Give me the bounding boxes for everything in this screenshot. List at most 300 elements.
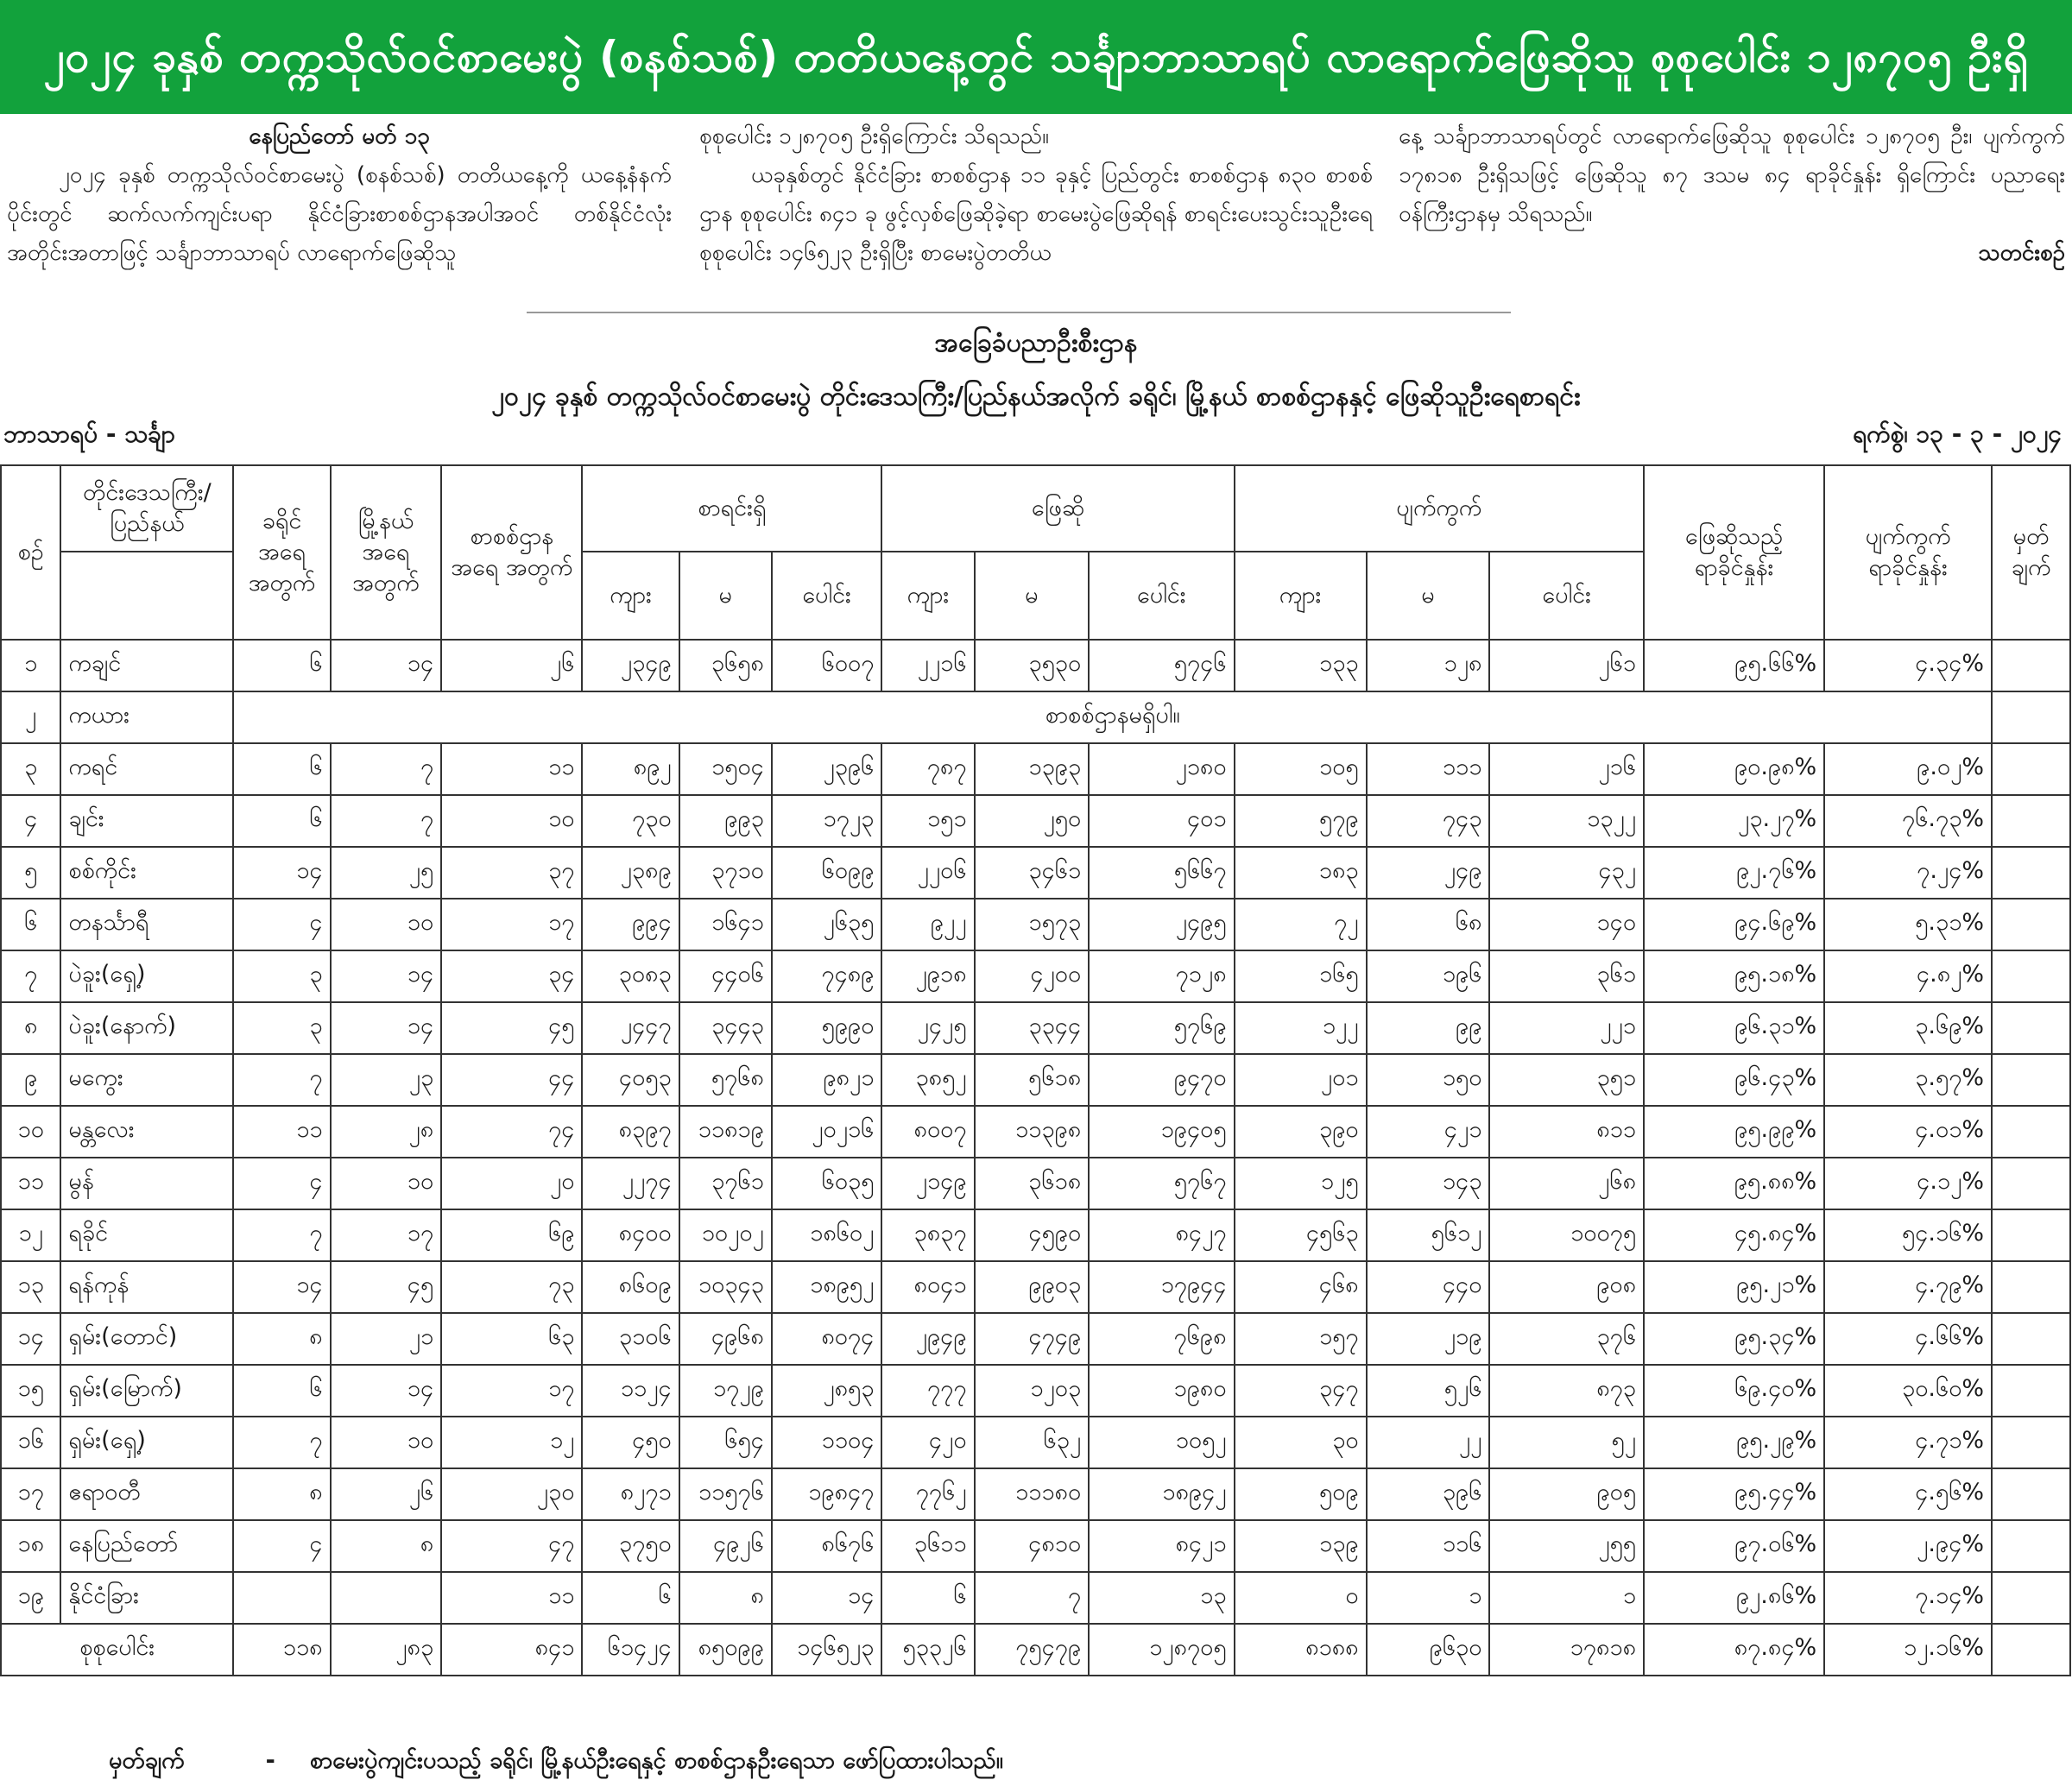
cell-af: ၁၉၆	[1367, 950, 1490, 1002]
cell-at: ၂၁၆	[1489, 743, 1644, 795]
cell-centre: ၄၇	[441, 1520, 582, 1572]
row-remark	[1992, 1313, 2070, 1365]
cell-district: ၇	[233, 1209, 330, 1261]
cell-sf: ၁၁၃၉၈	[975, 1106, 1090, 1158]
cell-township: ၁၄	[331, 950, 442, 1002]
total-label: စုစုပေါင်း	[1, 1624, 233, 1676]
cell-centre: ၁၀	[441, 795, 582, 847]
cell-ap: ၅၄.၁၆%	[1824, 1209, 1992, 1261]
article-column-2	[699, 117, 1373, 273]
cell-district: ၆	[233, 743, 330, 795]
cell-af: ၆၈	[1367, 899, 1490, 950]
cell-district: ၃	[233, 1002, 330, 1054]
cell-sf: ၉၉၀၃	[975, 1261, 1090, 1313]
cell-rt: ၁၈၆၀၂	[772, 1209, 882, 1261]
cell-sp: ၉၂.၇၆%	[1644, 847, 1824, 899]
cell-at: ၁၃၂၂	[1489, 795, 1644, 847]
cell-sf: ၃၆၁၈	[975, 1158, 1090, 1209]
cell-af: ၄၄၀	[1367, 1261, 1490, 1313]
row-remark	[1992, 640, 2070, 691]
cell-sp: ၉၇.၀၆%	[1644, 1520, 1824, 1572]
cell-sp: ၉၅.၃၄%	[1644, 1313, 1824, 1365]
cell-district: ၆	[233, 640, 330, 691]
cell-sp: ၉၄.၆၉%	[1644, 899, 1824, 950]
cell-at: ၂၂၁	[1489, 1002, 1644, 1054]
cell-centre: ၂၀	[441, 1158, 582, 1209]
total-sp: ၈၇.၈၄%	[1644, 1624, 1824, 1676]
total-at: ၁၇၈၁၈	[1489, 1624, 1644, 1676]
row-region: မွန်	[60, 1158, 233, 1209]
cell-at: ၃၇၆	[1489, 1313, 1644, 1365]
row-region: ပဲခူး(နောက်)	[60, 1002, 233, 1054]
cell-rf: ၅၇၆၈	[679, 1054, 772, 1106]
cell-rt: ၂၃၉၆	[772, 743, 882, 795]
cell-af: ၄၂၁	[1367, 1106, 1490, 1158]
cell-centre: ၃၇	[441, 847, 582, 899]
cell-township: ၁၄	[331, 1002, 442, 1054]
row-no: ၂	[1, 691, 60, 743]
cell-rm: ၃၇၅၀	[582, 1520, 679, 1572]
row-no: ၅	[1, 847, 60, 899]
cell-rm: ၄၀၅၃	[582, 1054, 679, 1106]
cell-ap: ၄.၇၉%	[1824, 1261, 1992, 1313]
cell-centre: ၆၉	[441, 1209, 582, 1261]
header-region: တိုင်းဒေသကြီး/ ပြည်နယ်	[60, 465, 233, 552]
cell-at: ၂၅၅	[1489, 1520, 1644, 1572]
row-message: စာစစ်ဌာနမရှိပါ။	[233, 691, 1992, 743]
total-district: ၁၁၈	[233, 1624, 330, 1676]
cell-sm: ၇၈၇	[881, 743, 974, 795]
dateline: နေပြည်တော် မတ် ၁၃	[249, 123, 430, 149]
row-no: ၆	[1, 899, 60, 950]
table-row	[1, 743, 2070, 795]
cell-township: ၁၀	[331, 1417, 442, 1468]
cell-st: ၂၁၈၀	[1089, 743, 1234, 795]
cell-sm: ၄၂၀	[881, 1417, 974, 1468]
cell-rm: ၈၃၉၇	[582, 1106, 679, 1158]
cell-am: ၁၂၅	[1235, 1158, 1367, 1209]
cell-sp: ၉၅.၂၉%	[1644, 1417, 1824, 1468]
row-region: ဧရာဝတီ	[60, 1468, 233, 1520]
cell-am: ၃၄၇	[1235, 1365, 1367, 1417]
cell-district: ၄	[233, 899, 330, 950]
cell-sm: ၆	[881, 1572, 974, 1624]
header-female: မ	[679, 552, 772, 640]
cell-st: ၈၄၂၁	[1089, 1520, 1234, 1572]
cell-centre: ၁၇	[441, 1365, 582, 1417]
cell-am: ၄၆၈	[1235, 1261, 1367, 1313]
cell-sp: ၉၀.၉၈%	[1644, 743, 1824, 795]
table-row	[1, 950, 2070, 1002]
cell-rf: ၁၀၃၄၃	[679, 1261, 772, 1313]
row-remark	[1992, 1572, 2070, 1624]
total-township: ၂၈၃	[331, 1624, 442, 1676]
cell-district: ၁၄	[233, 1261, 330, 1313]
row-region: နိုင်ငံခြား	[60, 1572, 233, 1624]
total-st: ၁၂၈၇၀၅	[1089, 1624, 1234, 1676]
row-no: ၈	[1, 1002, 60, 1054]
cell-st: ၉၄၇၀	[1089, 1054, 1234, 1106]
cell-sp: ၆၉.၄၀%	[1644, 1365, 1824, 1417]
results-table	[0, 464, 2071, 1676]
cell-district	[233, 1572, 330, 1624]
row-region: ရခိုင်	[60, 1209, 233, 1261]
cell-sm: ၇၇၆၂	[881, 1468, 974, 1520]
cell-rf: ၉၉၃	[679, 795, 772, 847]
table-body	[1, 640, 2070, 1676]
cell-rf: ၄၄၀၆	[679, 950, 772, 1002]
table-title: ၂၀၂၄ ခုနှစ် တက္ကသိုလ်ဝင်စာမေးပွဲ တိုင်းဒေသကြီး/ပြည်နယ်အလိုက် ခရိုင်၊ မြို့နယ် စာစစ်ဌာနနှင့် ဖြေဆိုသူဦးရေစာရင်း	[491, 382, 1581, 412]
header-female: မ	[975, 552, 1090, 640]
cell-ap: ၅.၃၁%	[1824, 899, 1992, 950]
cell-ap: ၇၆.၇၃%	[1824, 795, 1992, 847]
header-male: ကျား	[1235, 552, 1367, 640]
cell-at: ၁၄၀	[1489, 899, 1644, 950]
cell-district: ၈	[233, 1468, 330, 1520]
cell-sm: ၈၀၀၇	[881, 1106, 974, 1158]
cell-am: ၅၇၉	[1235, 795, 1367, 847]
cell-rt: ၆၀၀၇	[772, 640, 882, 691]
row-no: ၁၈	[1, 1520, 60, 1572]
article-paragraph: စုစုပေါင်း ၁၂၈၇၀၅ ဦးရှိကြောင်း သိရသည်။	[699, 123, 1049, 149]
table-row	[1, 640, 2070, 691]
cell-centre: ၁၁	[441, 1572, 582, 1624]
cell-township	[331, 1572, 442, 1624]
cell-rt: ၈၀၇၄	[772, 1313, 882, 1365]
row-remark	[1992, 899, 2070, 950]
cell-township: ၂၅	[331, 847, 442, 899]
row-region: ချင်း	[60, 795, 233, 847]
row-remark	[1992, 950, 2070, 1002]
cell-sf: ၁၂၀၃	[975, 1365, 1090, 1417]
cell-township: ၈	[331, 1520, 442, 1572]
cell-sm: ၁၅၁	[881, 795, 974, 847]
row-region: ရှမ်း(မြောက်)	[60, 1365, 233, 1417]
cell-rf: ၈	[679, 1572, 772, 1624]
cell-rm: ၃၀၈၃	[582, 950, 679, 1002]
cell-rf: ၃၇၆၁	[679, 1158, 772, 1209]
cell-am: ၁၈၃	[1235, 847, 1367, 899]
cell-sf: ၁၅၇၃	[975, 899, 1090, 950]
cell-ap: ၄.၁၂%	[1824, 1158, 1992, 1209]
cell-rm: ၂၃၄၉	[582, 640, 679, 691]
cell-af: ၁၁၆	[1367, 1520, 1490, 1572]
row-no: ၁၁	[1, 1158, 60, 1209]
cell-af: ၁၂၈	[1367, 640, 1490, 691]
headline-banner: ၂၀၂၄ ခုနှစ် တက္ကသိုလ်ဝင်စာမေးပွဲ (စနစ်သစ်) တတိယနေ့တွင် သင်္ချာဘာသာရပ် လာရောက်ဖြေဆိုသူ စုစုပေါင်း ၁၂၈၇၀၅ ဦးရှိ	[0, 0, 2072, 114]
header-remark: မှတ် ချက်	[1992, 465, 2070, 640]
note-dash: -	[265, 1747, 275, 1774]
table-row	[1, 795, 2070, 847]
table-row	[1, 1365, 2070, 1417]
cell-af: ၂၄၉	[1367, 847, 1490, 899]
cell-sm: ၂၂၁၆	[881, 640, 974, 691]
cell-district: ၄	[233, 1520, 330, 1572]
cell-sf: ၅၆၁၈	[975, 1054, 1090, 1106]
cell-af: ၉၉	[1367, 1002, 1490, 1054]
header-sat: ဖြေဆို	[881, 465, 1234, 552]
cell-st: ၁၉၈၀	[1089, 1365, 1234, 1417]
cell-centre: ၂၃၀	[441, 1468, 582, 1520]
table-row	[1, 1002, 2070, 1054]
cell-sm: ၂၉၁၈	[881, 950, 974, 1002]
article-paragraph: နေ့ သင်္ချာဘာသာရပ်တွင် လာရောက်ဖြေဆိုသူ စုစုပေါင်း ၁၂၈၇၀၅ ဦး၊ ပျက်ကွက် ၁၇၈၁၈ ဦးရှိသဖြင့် ဖြေဆိုသူ ၈၇ ဒသမ ၈၄ ရာခိုင်နှုန်း ရှိကြောင်း ပညာရေးဝန်ကြီးဌာနမှ သိရသည်။	[1399, 123, 2065, 227]
header-absent-pct: ပျက်ကွက် ရာခိုင်နှုန်း	[1824, 465, 1992, 640]
author: သတင်းစဉ်	[1978, 240, 2065, 266]
cell-centre: ၄၅	[441, 1002, 582, 1054]
cell-at: ၃၆၁	[1489, 950, 1644, 1002]
cell-af: ၂၂	[1367, 1417, 1490, 1468]
total-sm: ၅၃၃၂၆	[881, 1624, 974, 1676]
row-no: ၁၉	[1, 1572, 60, 1624]
row-region: ကချင်	[60, 640, 233, 691]
cell-am: ၁၂၂	[1235, 1002, 1367, 1054]
cell-af: ၁၄၃	[1367, 1158, 1490, 1209]
cell-rt: ၂၈၅၃	[772, 1365, 882, 1417]
header-sat-pct: ဖြေဆိုသည့် ရာခိုင်နှုန်း	[1644, 465, 1824, 640]
cell-sm: ၈၀၄၁	[881, 1261, 974, 1313]
cell-am: ၁၆၅	[1235, 950, 1367, 1002]
table-row	[1, 691, 2070, 743]
cell-ap: ၃.၅၇%	[1824, 1054, 1992, 1106]
total-rm: ၆၁၄၂၄	[582, 1624, 679, 1676]
cell-sf: ၁၁၁၈၀	[975, 1468, 1090, 1520]
cell-rm: ၂၃၈၉	[582, 847, 679, 899]
cell-af: ၇၄၃	[1367, 795, 1490, 847]
row-remark	[1992, 847, 2070, 899]
cell-at: ၂၆၁	[1489, 640, 1644, 691]
row-region: မကွေး	[60, 1054, 233, 1106]
cell-ap: ၇.၂၄%	[1824, 847, 1992, 899]
header-total: ပေါင်း	[1089, 552, 1234, 640]
cell-sf: ၃၃၄၄	[975, 1002, 1090, 1054]
divider	[527, 312, 1511, 313]
cell-rt: ၂၀၂၁၆	[772, 1106, 882, 1158]
cell-st: ၈၄၂၇	[1089, 1209, 1234, 1261]
cell-at: ၅၂	[1489, 1417, 1644, 1468]
cell-am: ၃၉၀	[1235, 1106, 1367, 1158]
total-sf: ၇၅၄၇၉	[975, 1624, 1090, 1676]
cell-ap: ၄.၆၆%	[1824, 1313, 1992, 1365]
cell-township: ၁၀	[331, 899, 442, 950]
header-absent: ပျက်ကွက်	[1235, 465, 1644, 552]
cell-am: ၁၃၉	[1235, 1520, 1367, 1572]
cell-sp: ၄၅.၈၄%	[1644, 1209, 1824, 1261]
cell-township: ၇	[331, 795, 442, 847]
cell-rt: ၆၀၃၅	[772, 1158, 882, 1209]
cell-sp: ၉၆.၄၃%	[1644, 1054, 1824, 1106]
article-paragraph: ယခုနှစ်တွင် နိုင်ငံခြား စာစစ်ဌာန ၁၁ ခုနှင့် ပြည်တွင်း စာစစ်ဌာန ၈၃၀ စာစစ်ဌာန စုစုပေါင်း ၈၄၁ ခု ဖွင့်လှစ်ဖြေဆိုခဲ့ရာ စာမေးပွဲဖြေဆိုရန် စာရင်းပေးသွင်းသူဦးရေ စုစုပေါင်း ၁၄၆၅၂၃ ဦးရှိပြီး စာမေးပွဲတတိယ	[699, 162, 1373, 266]
cell-rf: ၁၆၄၁	[679, 899, 772, 950]
cell-st: ၄၀၁	[1089, 795, 1234, 847]
header-male: ကျား	[881, 552, 974, 640]
cell-rf: ၆၅၄	[679, 1417, 772, 1468]
row-remark	[1992, 1261, 2070, 1313]
cell-ap: ၂.၉၄%	[1824, 1520, 1992, 1572]
cell-rf: ၁၁၈၁၉	[679, 1106, 772, 1158]
cell-ap: ၄.၇၁%	[1824, 1417, 1992, 1468]
cell-sf: ၆၃၂	[975, 1417, 1090, 1468]
cell-district: ၆	[233, 1365, 330, 1417]
cell-rf: ၃၆၅၈	[679, 640, 772, 691]
cell-ap: ၄.၈၂%	[1824, 950, 1992, 1002]
article-column-3	[1399, 117, 2065, 273]
cell-centre: ၂၆	[441, 640, 582, 691]
row-no: ၃	[1, 743, 60, 795]
cell-sf: ၂၅၀	[975, 795, 1090, 847]
cell-at: ၈၇၃	[1489, 1365, 1644, 1417]
cell-af: ၁၁၁	[1367, 743, 1490, 795]
total-af: ၉၆၃၀	[1367, 1624, 1490, 1676]
cell-sm: ၃၈၃၇	[881, 1209, 974, 1261]
cell-at: ၃၅၁	[1489, 1054, 1644, 1106]
header-registered: စာရင်းရှိ	[582, 465, 881, 552]
row-region: ရှမ်း(တောင်)	[60, 1313, 233, 1365]
cell-am: ၄၅၆၃	[1235, 1209, 1367, 1261]
cell-af: ၁၅၀	[1367, 1054, 1490, 1106]
cell-am: ၇၂	[1235, 899, 1367, 950]
row-region: ပဲခူး(ရှေ့)	[60, 950, 233, 1002]
row-no: ၁၅	[1, 1365, 60, 1417]
cell-st: ၁၉၄၀၅	[1089, 1106, 1234, 1158]
row-remark	[1992, 1209, 2070, 1261]
cell-rt: ၇၄၈၉	[772, 950, 882, 1002]
cell-st: ၅၇၄၆	[1089, 640, 1234, 691]
cell-centre: ၁၂	[441, 1417, 582, 1468]
total-am: ၈၁၈၈	[1235, 1624, 1367, 1676]
header-township: မြို့နယ် အရေ အတွက်	[331, 465, 442, 640]
cell-at: ၁၀၀၇၅	[1489, 1209, 1644, 1261]
row-remark	[1992, 1054, 2070, 1106]
cell-township: ၇	[331, 743, 442, 795]
table-row	[1, 899, 2070, 950]
cell-sm: ၂၂၀၆	[881, 847, 974, 899]
cell-sm: ၂၄၂၅	[881, 1002, 974, 1054]
cell-ap: ၄.၀၁%	[1824, 1106, 1992, 1158]
cell-st: ၁၇၉၄၄	[1089, 1261, 1234, 1313]
cell-township: ၁၇	[331, 1209, 442, 1261]
cell-district: ၈	[233, 1313, 330, 1365]
cell-sf: ၃၅၃၀	[975, 640, 1090, 691]
cell-st: ၇၆၉၈	[1089, 1313, 1234, 1365]
note-text: စာမေးပွဲကျင်းပသည့် ခရိုင်၊ မြို့နယ်ဦးရေနှင့် စာစစ်ဌာနဦးရေသာ ဖော်ပြထားပါသည်။	[309, 1747, 1003, 1774]
cell-ap: ၃၀.၆၀%	[1824, 1365, 1992, 1417]
cell-township: ၂၃	[331, 1054, 442, 1106]
row-region: ရှမ်း(ရှေ့)	[60, 1417, 233, 1468]
row-remark	[1992, 1106, 2070, 1158]
table-row	[1, 1209, 2070, 1261]
cell-rm: ၇၃၀	[582, 795, 679, 847]
total-rt: ၁၄၆၅၂၃	[772, 1624, 882, 1676]
header-centre: စာစစ်ဌာန အရေ အတွက်	[441, 465, 582, 640]
cell-sf: ၃၄၆၁	[975, 847, 1090, 899]
row-no: ၁၆	[1, 1417, 60, 1468]
total-rf: ၈၅၀၉၉	[679, 1624, 772, 1676]
cell-rf: ၁၅၀၄	[679, 743, 772, 795]
subject-label: ဘာသာရပ် - သင်္ချာ	[3, 420, 175, 448]
cell-district: ၇	[233, 1417, 330, 1468]
cell-am: ၁၀၅	[1235, 743, 1367, 795]
row-remark	[1992, 691, 2070, 743]
cell-rt: ၂၆၃၅	[772, 899, 882, 950]
cell-rt: ၁၈၉၅၂	[772, 1261, 882, 1313]
cell-ap: ၇.၁၄%	[1824, 1572, 1992, 1624]
header-region-blank	[60, 552, 233, 640]
cell-st: ၅၇၆၉	[1089, 1002, 1234, 1054]
row-no: ၁၃	[1, 1261, 60, 1313]
cell-sp: ၉၅.၈၈%	[1644, 1158, 1824, 1209]
cell-am: ၁၃၃	[1235, 640, 1367, 691]
cell-sp: ၉၅.၂၁%	[1644, 1261, 1824, 1313]
total-ap: ၁၂.၁၆%	[1824, 1624, 1992, 1676]
table-row	[1, 847, 2070, 899]
cell-at: ၁	[1489, 1572, 1644, 1624]
cell-sp: ၉၅.၉၉%	[1644, 1106, 1824, 1158]
cell-af: ၁	[1367, 1572, 1490, 1624]
row-no: ၁၂	[1, 1209, 60, 1261]
cell-rf: ၁၇၂၉	[679, 1365, 772, 1417]
cell-rm: ၆	[582, 1572, 679, 1624]
cell-centre: ၇၃	[441, 1261, 582, 1313]
cell-sf: ၄၇၄၉	[975, 1313, 1090, 1365]
cell-rt: ၁၁၀၄	[772, 1417, 882, 1468]
department-title: အခြေခံပညာဦးစီးဌာန	[934, 328, 1138, 358]
cell-st: ၅၆၆၇	[1089, 847, 1234, 899]
cell-st: ၇၁၂၈	[1089, 950, 1234, 1002]
cell-st: ၂၄၉၅	[1089, 899, 1234, 950]
date-label: ရက်စွဲ၊ ၁၃ - ၃ - ၂၀၂၄	[1853, 420, 2062, 448]
cell-sp: ၉၅.၄၄%	[1644, 1468, 1824, 1520]
header-no: စဉ်	[1, 465, 60, 640]
cell-rt: ၈၆၇၆	[772, 1520, 882, 1572]
cell-am: ၁၅၇	[1235, 1313, 1367, 1365]
cell-rm: ၈၂၇၁	[582, 1468, 679, 1520]
cell-sm: ၇၇၇	[881, 1365, 974, 1417]
cell-sf: ၁၃၉၃	[975, 743, 1090, 795]
row-remark	[1992, 1365, 2070, 1417]
cell-rt: ၁၄	[772, 1572, 882, 1624]
cell-sm: ၃၆၁၁	[881, 1520, 974, 1572]
cell-centre: ၄၄	[441, 1054, 582, 1106]
cell-rm: ၃၁၀၆	[582, 1313, 679, 1365]
cell-rm: ၂၄၄၇	[582, 1002, 679, 1054]
cell-rf: ၃၄၄၃	[679, 1002, 772, 1054]
table-row	[1, 1468, 2070, 1520]
cell-district: ၄	[233, 1158, 330, 1209]
cell-township: ၂၈	[331, 1106, 442, 1158]
cell-sp: ၉၅.၁၈%	[1644, 950, 1824, 1002]
cell-rm: ၁၁၂၄	[582, 1365, 679, 1417]
cell-centre: ၁၇	[441, 899, 582, 950]
cell-rt: ၆၀၉၉	[772, 847, 882, 899]
table-row	[1, 1417, 2070, 1468]
table-row	[1, 1158, 2070, 1209]
cell-af: ၅၆၁၂	[1367, 1209, 1490, 1261]
note-label: မှတ်ချက်	[109, 1747, 185, 1774]
cell-at: ၂၆၈	[1489, 1158, 1644, 1209]
cell-centre: ၃၄	[441, 950, 582, 1002]
row-remark	[1992, 743, 2070, 795]
total-row	[1, 1624, 2070, 1676]
cell-ap: ၄.၃၄%	[1824, 640, 1992, 691]
cell-sf: ၄၂၀၀	[975, 950, 1090, 1002]
row-region: စစ်ကိုင်း	[60, 847, 233, 899]
cell-at: ၈၁၁	[1489, 1106, 1644, 1158]
row-remark	[1992, 1417, 2070, 1468]
cell-sp: ၉၅.၆၆%	[1644, 640, 1824, 691]
cell-rf: ၄၉၂၆	[679, 1520, 772, 1572]
cell-rm: ၂၂၇၄	[582, 1158, 679, 1209]
